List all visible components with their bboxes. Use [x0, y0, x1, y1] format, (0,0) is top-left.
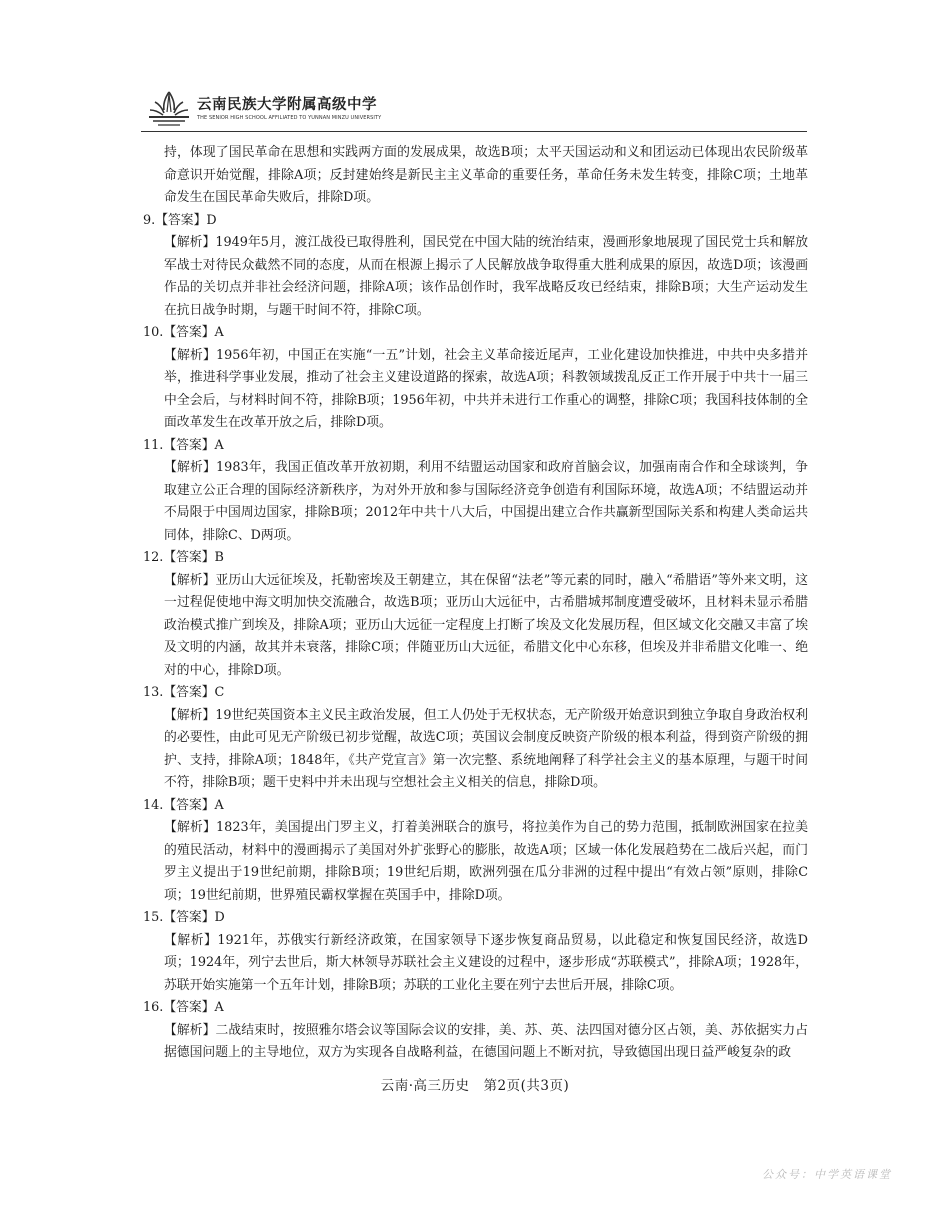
answer-content	[143, 142, 808, 1065]
page-footer: 云南·高三历史 第2页(共3页)	[380, 1078, 570, 1094]
explanation-11: 【解析】1983年，我国正值改革开放初期，利用不结盟运动国家和政府首脑会议，加强南南合作和全球谈判，争取建立公正合理的国际经济新秩序，为对外开放和参与国际经济竞争创造有利国际环境，故选A项；不结盟运动并不局限于中国周边国家，排除B项；2012年中共十八大后，中国提出建立合作共赢新型国际关系和构建人类命运共同体，排除C、D两项。	[164, 460, 808, 543]
explanation-14: 【解析】1823年，美国提出门罗主义，打着美洲联合的旗号，将拉美作为自己的势力范围，抵制欧洲国家在拉美的殖民活动，材料中的漫画揭示了美国对外扩张野心的膨胀，故选A项；区域一体化发展趋势在二战后兴起，而门罗主义提出于19世纪前期，排除B项；19世纪后期，欧洲列强在瓜分非洲的过程中提出“有效占领”原则，排除C项；19世纪前期，世界殖民霸权掌握在英国手中，排除D项。	[164, 820, 808, 903]
explanation-16: 【解析】二战结束时，按照雅尔塔会议等国际会议的安排，美、苏、英、法四国对德分区占领，美、苏依据实力占据德国问题上的主导地位，双方为实现各自战略利益，在德国问题上不断对抗，导致德国出现日益严峻复杂的政	[164, 1022, 808, 1060]
header-divider	[141, 131, 807, 132]
school-logo-icon	[147, 88, 191, 128]
answer-15: 15.【答案】D	[143, 910, 225, 925]
page-header	[141, 82, 807, 134]
school-name: 云南民族大学附属高级中学	[197, 96, 377, 113]
explanation-9: 【解析】1949年5月，渡江战役已取得胜利，国民党在中国大陆的统治结束，漫画形象地展现了国民党士兵和解放军战士对待民众截然不同的态度，从而在根源上揭示了人民解放战争取得重大胜利成果的原因，故选D项；该漫画作品的关切点并非社会经济问题，排除A项；该作品创作时，我军战略反攻已经结束，排除B项；大生产运动发生在抗日战争时期，与题干时间不符，排除C项。	[164, 235, 808, 318]
explanation-12: 【解析】亚历山大远征埃及，托勒密埃及王朝建立，其在保留“法老”等元素的同时，融入“希腊语”等外来文明，这一过程促使地中海文明加快交流融合，故选B项；亚历山大远征中，古希腊城邦制度遭受破坏，且材料未显示希腊政治模式推广到埃及，排除A项；亚历山大远征一定程度上打断了埃及文化发展历程，但区域文化交融又丰富了埃及文明的内涵，故其并未衰落，排除C项；伴随亚历山大远征，希腊文化中心东移，但埃及并非希腊文化唯一、绝对的中心，排除D项。	[164, 572, 808, 678]
answer-9: 9.【答案】D	[143, 212, 217, 228]
answer-12: 12.【答案】B	[143, 550, 224, 565]
explanation-15: 【解析】1921年，苏俄实行新经济政策，在国家领导下逐步恢复商品贸易，以此稳定和恢复国民经济，故选D项；1924年，列宁去世后，斯大林领导苏联社会主义建设的过程中，逐步形成“苏联模式”，排除A项；1928年，苏联开始实施第一个五年计划，排除B项；苏联的工业化主要在列宁去世后开展，排除C项。	[164, 932, 808, 993]
answer-11: 11.【答案】A	[143, 437, 224, 453]
answer-10: 10.【答案】A	[143, 325, 224, 340]
answer-14: 14.【答案】A	[143, 797, 224, 813]
answer-16: 16.【答案】A	[143, 1000, 224, 1015]
watermark: 公众号：中学英语课堂	[762, 1168, 892, 1181]
explanation-13: 【解析】19世纪英国资本主义民主政治发展，但工人仍处于无权状态，无产阶级开始意识到独立争取自身政治权利的必要性，由此可见无产阶级已初步觉醒，故选C项；英国议会制度反映资产阶级的根本利益，得到资产阶级的拥护、支持，排除A项；1848年，《共产党宣言》第一次完整、系统地阐释了科学社会主义的基本原理，与题干时间不符，排除B项；题干史料中并未出现与空想社会主义相关的信息，排除D项。	[164, 707, 808, 790]
explanation-10: 【解析】1956年初，中国正在实施“一五”计划，社会主义革命接近尾声，工业化建设加快推进，中共中央多措并举，推进科学事业发展，推动了社会主义建设道路的探索，故选A项；科教领域拨乱反正工作开展于中共十一届三中全会后，与材料时间不符，排除B项；1956年初，中共并未进行工作重心的调整，排除C项；我国科技体制的全面改革发生在改革开放之后，排除D项。	[164, 347, 808, 430]
school-name-english: THE SENIOR HIGH SCHOOL AFFILIATED TO YUNNAN MINZU UNIVERSITY	[197, 115, 382, 121]
continued-explanation: 持，体现了国民革命在思想和实践两方面的发展成果，故选B项；太平天国运动和义和团运动已体现出农民阶级革命意识开始觉醒，排除A项；反封建始终是新民主主义革命的重要任务，革命任务未发生转变，排除C项；土地革命发生在国民革命失败后，排除D项。	[164, 145, 808, 205]
answer-13: 13.【答案】C	[143, 685, 225, 700]
